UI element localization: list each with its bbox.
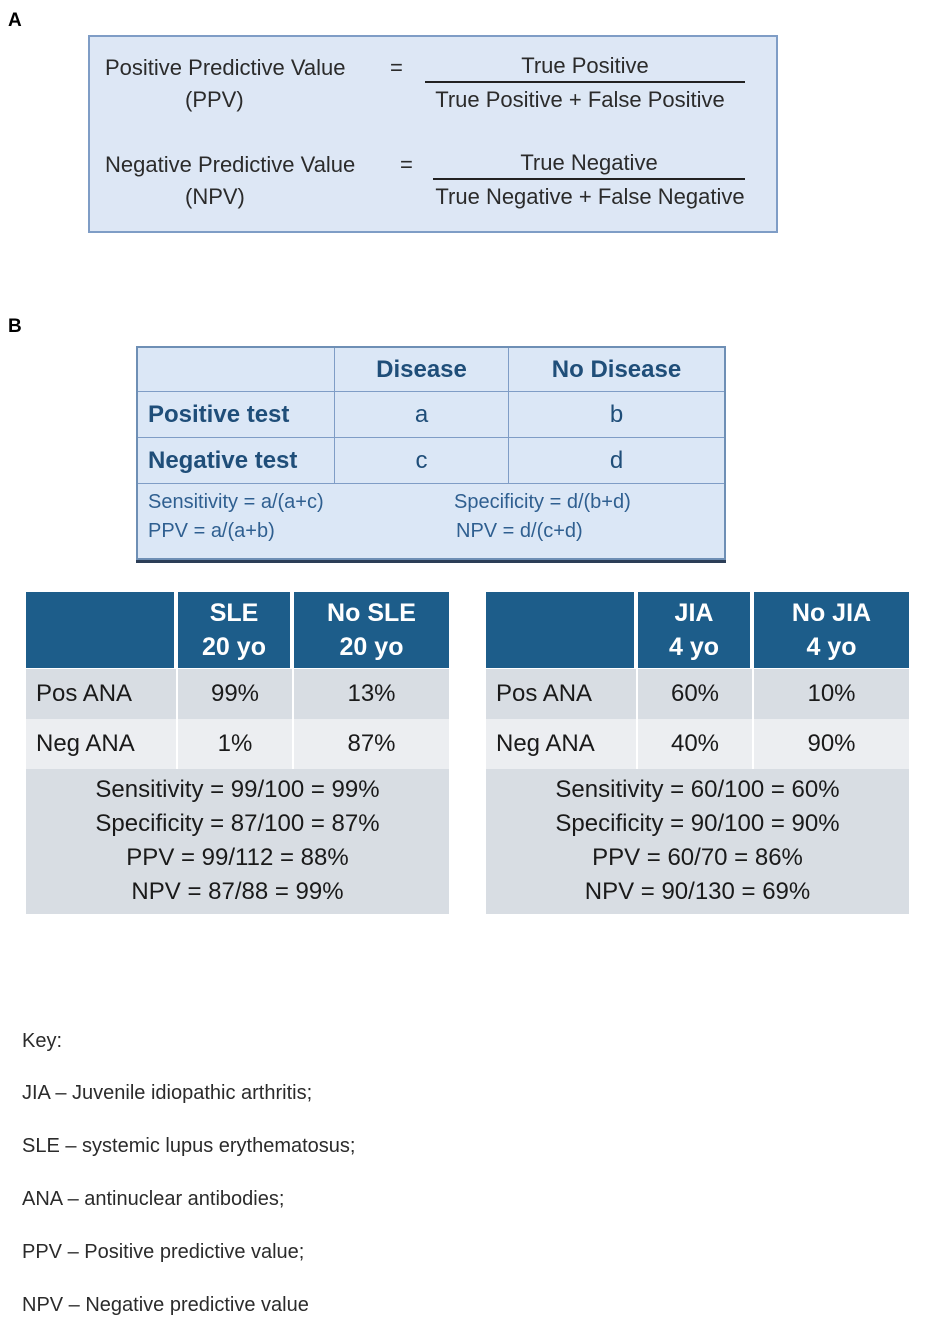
ppv-denominator: True Positive + False Positive — [435, 87, 725, 112]
jia-divider-1 — [636, 669, 638, 769]
cell-b: b — [509, 392, 724, 438]
jia-summary-sensitivity: Sensitivity = 60/100 = 60% — [555, 776, 840, 803]
jia-divider-2 — [752, 669, 754, 769]
sensitivity-formula: Sensitivity = a/(a+c) — [148, 491, 324, 513]
sle-summary-npv: NPV = 87/88 = 99% — [131, 878, 344, 905]
ppv-abbr: (PPV) — [185, 87, 244, 112]
jia-row-neg-v1: 40% — [670, 730, 720, 757]
sle-summary-ppv: PPV = 99/112 = 88% — [126, 844, 349, 871]
sle-divider-2 — [292, 669, 294, 769]
cell-d: d — [509, 438, 724, 484]
jia-header-corner — [486, 592, 636, 668]
sle-row-pos-v2: 13% — [347, 680, 396, 707]
npv-formula: NPV = d/(c+d) — [456, 520, 583, 542]
sle-row-neg-v2: 87% — [347, 730, 396, 757]
npv-numerator: True Negative — [433, 150, 745, 180]
row-positive-test: Positive test — [138, 392, 335, 438]
key-item-ana: ANA – antinuclear antibodies; — [22, 1188, 285, 1210]
jia-row-pos-label: Pos ANA — [496, 680, 593, 707]
sle-header-sle-line2: 20 yo — [202, 633, 266, 661]
key-item-jia: JIA – Juvenile idiopathic arthritis; — [22, 1082, 313, 1104]
jia-header-no-jia — [754, 592, 909, 668]
jia-summary-ppv: PPV = 60/70 = 86% — [592, 844, 803, 871]
npv-name: Negative Predictive Value — [105, 152, 356, 177]
jia-row-pos-v1: 60% — [670, 680, 720, 707]
sle-header-no-sle — [294, 592, 449, 668]
sle-header-no-sle-line2: 20 yo — [339, 633, 404, 661]
key-item-sle: SLE – systemic lupus erythematosus; — [22, 1135, 356, 1157]
ppv-npv-definition-box — [88, 35, 778, 233]
ppv-equals: = — [390, 55, 403, 80]
jia-header-jia-line2: 4 yo — [668, 633, 720, 661]
row-negative-test: Negative test — [138, 438, 335, 484]
sle-summary — [26, 769, 449, 914]
jia-summary-npv: NPV = 90/130 = 69% — [584, 878, 811, 905]
header-disease: Disease — [335, 348, 509, 392]
sle-header-no-sle-line1: No SLE — [327, 599, 416, 627]
sle-summary-sensitivity: Sensitivity = 99/100 = 99% — [95, 776, 380, 803]
panel-b-label: B — [8, 316, 22, 337]
ppv-formula: PPV = a/(a+b) — [148, 520, 275, 542]
jia-row-pos-v2: 10% — [807, 680, 856, 707]
npv-equals: = — [400, 152, 413, 177]
ppv-name: Positive Predictive Value — [105, 55, 346, 80]
sle-header-sle — [178, 592, 292, 668]
jia-row-neg-v2: 90% — [807, 730, 856, 757]
ppv-numerator: True Positive — [425, 53, 745, 83]
jia-header-no-jia-line1: No JIA — [791, 599, 872, 627]
jia-header-no-jia-line2: 4 yo — [806, 633, 857, 661]
npv-denominator: True Negative + False Negative — [435, 184, 745, 209]
header-no-disease: No Disease — [509, 348, 724, 392]
jia-row-neg-label: Neg ANA — [496, 730, 595, 757]
key-item-npv: NPV – Negative predictive value — [22, 1294, 309, 1316]
corner-cell — [138, 348, 335, 392]
sle-header-sle-line1: SLE — [209, 599, 259, 627]
npv-abbr: (NPV) — [185, 184, 245, 209]
sle-divider-1 — [176, 669, 178, 769]
sle-row-pos-v1: 99% — [210, 680, 260, 707]
sle-row-neg-v1: 1% — [217, 730, 253, 757]
cell-a: a — [335, 392, 509, 438]
jia-header-jia-line1: JIA — [674, 599, 714, 627]
sle-summary-specificity: Specificity = 87/100 = 87% — [95, 810, 380, 837]
contingency-table — [136, 346, 726, 560]
jia-summary — [486, 769, 909, 914]
key-item-ppv: PPV – Positive predictive value; — [22, 1241, 305, 1263]
cell-c: c — [335, 438, 509, 484]
sle-row-pos-label: Pos ANA — [36, 680, 133, 707]
panel-a-label: A — [8, 10, 22, 31]
jia-summary-specificity: Specificity = 90/100 = 90% — [555, 810, 840, 837]
sle-row-neg-label: Neg ANA — [36, 730, 135, 757]
key-title: Key: — [22, 1030, 63, 1052]
specificity-formula: Specificity = d/(b+d) — [454, 491, 631, 513]
jia-header-jia — [638, 592, 752, 668]
sle-header-corner — [26, 592, 176, 668]
